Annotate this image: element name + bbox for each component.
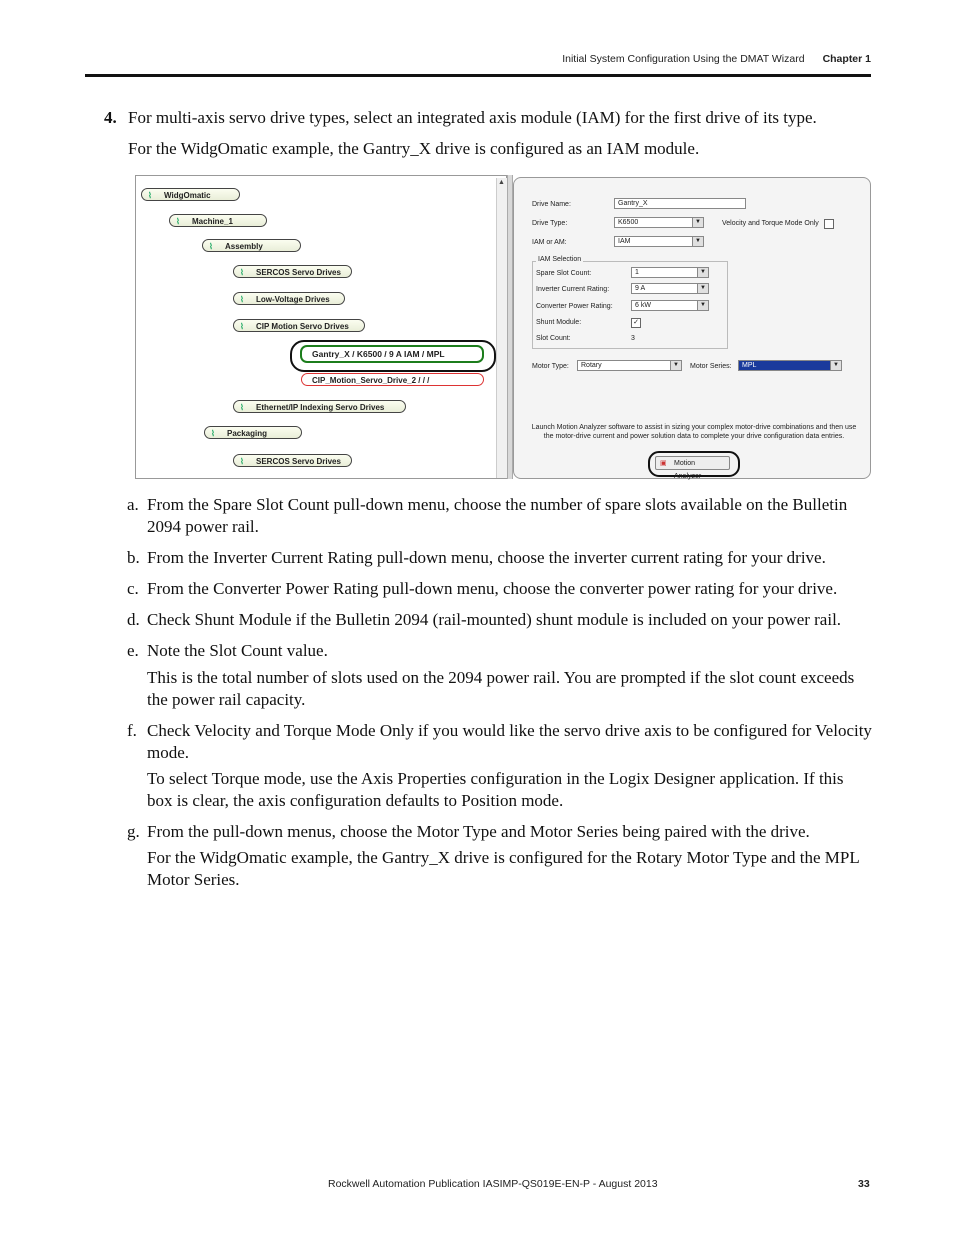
page-number: 33 <box>858 1178 870 1190</box>
tree-node-packaging[interactable]: ⌇ Packaging <box>204 426 302 439</box>
node-icon: ⌇ <box>240 295 244 304</box>
list-item-a: a. From the Spare Slot Count pull-down menu, choose the number of spare slots available on the Bulletin 2094 power rail. <box>127 495 848 536</box>
motor-type-label: Motor Type: <box>532 363 569 370</box>
tree-node-sercos-2[interactable]: ⌇ SERCOS Servo Drives <box>233 454 352 467</box>
node-icon: ⌇ <box>240 403 244 412</box>
iam-label: IAM or AM: <box>532 239 567 246</box>
list-item-c: c. From the Converter Power Rating pull-down menu, choose the converter power rating for your drive. <box>127 579 838 598</box>
node-icon: ⌇ <box>240 268 244 277</box>
list-item-e-note: This is the total number of slots used on the 2094 power rail. You are prompted if the slot count exceeds the power rail capacity. <box>147 668 855 709</box>
step-example: For the WidgOmatic example, the Gantry_X drive is configured as an IAM module. <box>128 139 700 158</box>
spare-label: Spare Slot Count: <box>536 270 592 277</box>
tree-node-cip[interactable]: ⌇ CIP Motion Servo Drives <box>233 319 365 332</box>
tree-node-assembly[interactable]: ⌇ Assembly <box>202 239 301 252</box>
chevron-down-icon[interactable]: ▼ <box>697 301 708 310</box>
chevron-down-icon[interactable]: ▼ <box>670 361 681 370</box>
tree-node-gantry-x[interactable]: Gantry_X / K6500 / 9 A IAM / MPL <box>300 345 484 363</box>
header-section: Initial System Configuration Using the DMAT Wizard <box>562 53 805 65</box>
running-header <box>562 53 871 65</box>
list-item-g-note: For the WidgOmatic example, the Gantry_X drive is configured for the Rotary Motor Type and the MPL Motor Series. <box>147 848 860 889</box>
list-item-d: d. Check Shunt Module if the Bulletin 2094 (rail-mounted) shunt module is included on your power rail. <box>127 610 842 629</box>
chevron-down-icon[interactable]: ▼ <box>830 361 841 370</box>
launch-text: Launch Motion Analyzer software to assist in sizing your complex motor-drive combinations and then use the motor-drive current and power solution data to complete your drive configuration data entries. <box>531 424 857 440</box>
spare-select[interactable]: 1 ▼ <box>631 267 709 278</box>
motion-analyzer-button[interactable]: ▣ Motion Analyzer <box>655 456 730 470</box>
node-icon: ⌇ <box>176 217 180 226</box>
scroll-up-icon[interactable]: ▲ <box>498 179 505 186</box>
chevron-down-icon[interactable]: ▼ <box>692 237 703 246</box>
tree-node-ethernet[interactable]: ⌇ Ethernet/IP Indexing Servo Drives <box>233 400 406 413</box>
shunt-label: Shunt Module: <box>536 319 582 326</box>
list-item-f-note: To select Torque mode, use the Axis Properties configuration in the Logix Designer application. If this box is clear, the axis configuration defaults to Position mode. <box>147 769 844 810</box>
drive-type-select[interactable]: K6500 ▼ <box>614 217 704 228</box>
motor-type-select[interactable]: Rotary ▼ <box>577 360 682 371</box>
chart-icon: ▣ <box>660 460 667 467</box>
shunt-checkbox[interactable]: ✓ <box>631 318 641 328</box>
list-item-f: f. Check Velocity and Torque Mode Only if you would like the servo drive axis to be configured for Velocity mode. <box>127 721 872 762</box>
chevron-down-icon[interactable]: ▼ <box>692 218 703 227</box>
node-icon: ⌇ <box>211 429 215 438</box>
tree-node-cip-drive-2[interactable]: CIP_Motion_Servo_Drive_2 / / / <box>301 373 484 386</box>
inverter-select[interactable]: 9 A ▼ <box>631 283 709 294</box>
dmat-screenshot <box>135 175 871 479</box>
iam-group-label: IAM Selection <box>538 256 582 263</box>
list-item-b: b. From the Inverter Current Rating pull-down menu, choose the inverter current rating for your drive. <box>127 548 826 567</box>
node-icon: ⌇ <box>240 457 244 466</box>
tree-node-low-voltage[interactable]: ⌇ Low-Voltage Drives <box>233 292 345 305</box>
drive-name-label: Drive Name: <box>532 201 571 208</box>
step-text: For multi-axis servo drive types, select an integrated axis module (IAM) for the first drive of its type. <box>128 108 817 127</box>
step-number: 4. <box>104 108 117 127</box>
header-chapter: Chapter 1 <box>822 53 871 65</box>
system-tree-pane <box>135 175 507 479</box>
converter-label: Converter Power Rating: <box>536 303 613 310</box>
tree-node-sercos[interactable]: ⌇ SERCOS Servo Drives <box>233 265 352 278</box>
vtm-label: Velocity and Torque Mode Only <box>722 220 819 227</box>
list-item-g: g. From the pull-down menus, choose the Motor Type and Motor Series being paired with the drive. <box>127 822 810 841</box>
inverter-label: Inverter Current Rating: <box>536 286 610 293</box>
converter-select[interactable]: 6 kW ▼ <box>631 300 709 311</box>
node-icon: ⌇ <box>240 322 244 331</box>
slot-count-value: 3 <box>631 335 635 342</box>
chevron-down-icon[interactable]: ▼ <box>697 268 708 277</box>
tree-node-widgomatic[interactable]: ⌇ WidgOmatic <box>141 188 240 201</box>
slot-label: Slot Count: <box>536 335 571 342</box>
node-icon: ⌇ <box>209 242 213 251</box>
node-icon: ⌇ <box>148 191 152 200</box>
list-item-e: e. Note the Slot Count value. <box>127 641 328 660</box>
drive-config-form <box>513 177 871 479</box>
drive-type-label: Drive Type: <box>532 220 568 227</box>
footer-publication: Rockwell Automation Publication IASIMP-QS019E-EN-P - August 2013 <box>328 1178 658 1190</box>
chevron-down-icon[interactable]: ▼ <box>697 284 708 293</box>
iam-select[interactable]: IAM ▼ <box>614 236 704 247</box>
vtm-checkbox[interactable] <box>824 219 834 229</box>
tree-node-machine[interactable]: ⌇ Machine_1 <box>169 214 267 227</box>
drive-name-input[interactable]: Gantry_X <box>614 198 746 209</box>
motor-series-label: Motor Series: <box>690 363 732 370</box>
motor-series-select[interactable]: MPL ▼ <box>738 360 842 371</box>
header-rule <box>85 74 871 77</box>
tree-scrollbar[interactable] <box>496 178 507 478</box>
